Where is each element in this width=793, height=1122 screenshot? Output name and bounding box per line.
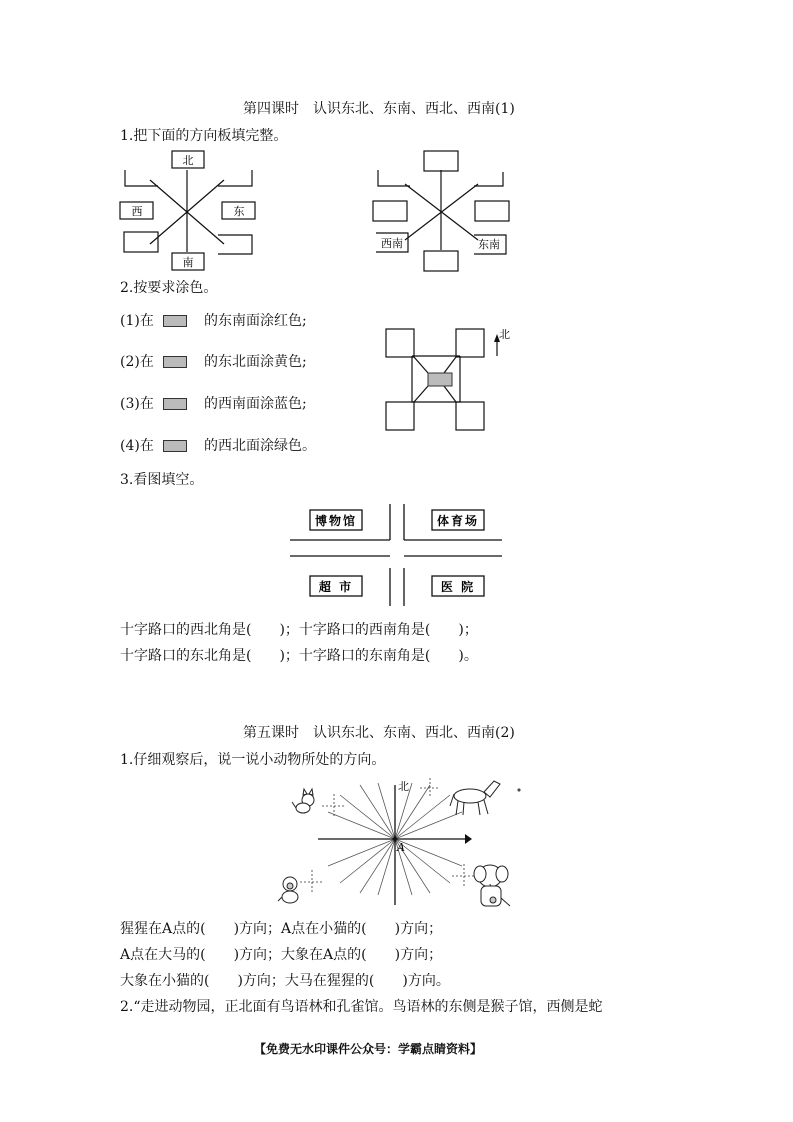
q2-item-prefix: (3)在 <box>120 396 154 412</box>
board1-east-label: 东 <box>233 205 245 218</box>
horse-icon <box>450 781 520 815</box>
q2-item-suffix: 的东南面涂红色; <box>204 313 307 329</box>
q3-line-1: 十字路口的西北角是( )；十字路口的西南角是( )； <box>120 622 478 638</box>
lesson5-line-1: 猩猩在A点的( )方向；A点在小猫的( )方向； <box>120 921 443 937</box>
q2-item-prefix: (2)在 <box>120 354 154 370</box>
point-a-label: A <box>397 841 405 854</box>
board2-southwest-label: 西南 <box>381 237 403 250</box>
q2-item-suffix: 的西北面涂绿色。 <box>204 438 316 454</box>
lesson5-line-2: A点在大马的( )方向；大象在A点的( )方向； <box>120 947 443 963</box>
lesson4-q1: 1.把下面的方向板填完整。 <box>120 128 288 144</box>
board2-southeast-label: 东南 <box>478 238 500 251</box>
q2-item-prefix: (4)在 <box>120 438 154 454</box>
lesson5-q2: 2.“走进动物园，正北面有鸟语林和孔雀馆。鸟语林的东侧是猴子馆，西侧是蛇 <box>120 999 603 1015</box>
lesson4-q3: 3.看图填空。 <box>120 472 204 488</box>
lesson5-title: 第五课时 认识东北、东南、西北、西南(2) <box>243 725 515 741</box>
q3-line-2: 十字路口的东北角是( )；十字路口的东南角是( )。 <box>120 648 478 664</box>
lesson4-q2: 2.按要求涂色。 <box>120 280 218 296</box>
board1-south-label: 南 <box>182 256 194 269</box>
lesson5-line-3: 大象在小猫的( )方向；大马在猩猩的( )方向。 <box>120 973 450 989</box>
hospital-label: 医 院 <box>440 580 476 594</box>
q2-item-suffix: 的西南面涂蓝色; <box>204 396 307 412</box>
compass-north-label: 北 <box>398 780 409 793</box>
monkey-icon <box>278 877 298 903</box>
elephant-icon <box>474 865 510 906</box>
board1-north-label: 北 <box>182 154 194 167</box>
q2-item-prefix: (1)在 <box>120 313 154 329</box>
cat-icon <box>292 789 314 813</box>
supermarket-label: 超 市 <box>318 580 354 594</box>
stadium-label: 体育场 <box>436 514 480 528</box>
lesson4-title: 第四课时 认识东北、东南、西北、西南(1) <box>243 101 515 117</box>
lesson5-q1: 1.仔细观察后，说一说小动物所处的方向。 <box>120 752 386 768</box>
q2-item-suffix: 的东北面涂黄色; <box>204 354 307 370</box>
museum-label: 博物馆 <box>314 514 358 528</box>
board1-west-label: 西 <box>131 205 143 218</box>
q2-north-label: 北 <box>499 328 510 341</box>
page-footer: 【免费无水印课件公众号：学霸点睛资料】 <box>254 1042 483 1056</box>
